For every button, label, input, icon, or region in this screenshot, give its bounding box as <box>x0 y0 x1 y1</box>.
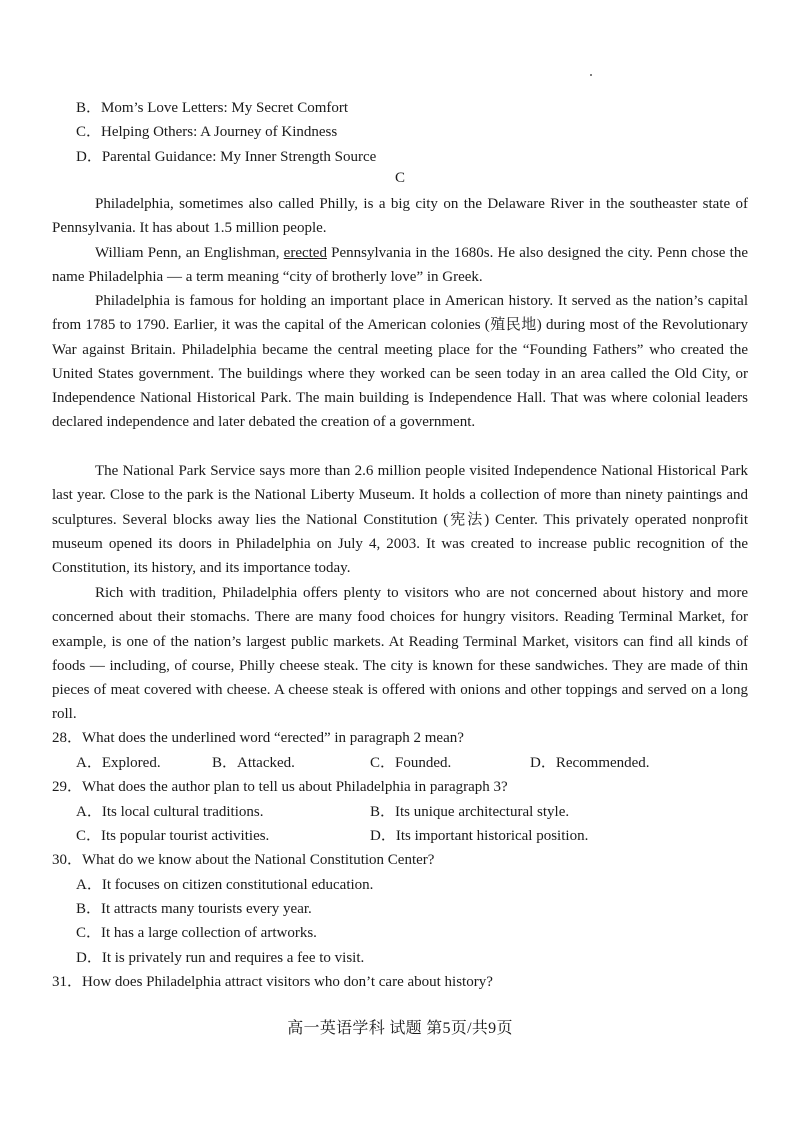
paragraph-3-text: Philadelphia is famous for holding an important place in American history. It served as the nation’s capital from 1785 to 1790. Earlier, it was the capital of the American colonies (殖民地) during most of the Revolutionary War against Britain. Philadelphia became the central meeting place for the “Founding Fathers” who created the United States government. The buildings where they worked can be seen today in an area called the Old City, or Independence National Historical Park. The main building is Independence Hall. That was where colonial leaders declared independence and later debated the creation of a government. <box>52 293 748 431</box>
question-29-option-a[interactable]: A．Its local cultural traditions. <box>76 804 264 820</box>
question-28-option-c[interactable]: C．Founded. <box>370 755 452 771</box>
paragraph-2 <box>52 241 748 290</box>
paragraph-4 <box>52 459 748 580</box>
paragraph-1-text: Philadelphia, sometimes also called Philly, is a big city on the Delaware River in the southeaster state of Pennsylvania. It has about 1.5 million people. <box>52 196 748 237</box>
paragraph-5 <box>52 581 748 727</box>
section-letter: C <box>394 170 405 186</box>
question-28-stem: 28．What does the underlined word “erected” in paragraph 2 mean? <box>52 730 464 746</box>
question-29-stem: 29．What does the author plan to tell us about Philadelphia in paragraph 3? <box>52 779 508 795</box>
paragraph-4-text: The National Park Service says more than 2.6 million people visited Independence National Historical Park last year. Close to the park is the National Liberty Museum. It holds a collection of more than ninety paintings and sculptures. Several blocks away lies the National Constitution (宪法) Center. This privately operated nonprofit museum opened its doors in Philadelphia on July 4, 2003. It was created to increase public recognition of the Constitution, its history, and its importance today. <box>52 463 748 577</box>
question-28-option-b[interactable]: B．Attacked. <box>212 755 295 771</box>
paragraph-1 <box>52 192 748 241</box>
previous-option-d: D．Parental Guidance: My Inner Strength Source <box>76 149 377 165</box>
question-30-option-b[interactable]: B．It attracts many tourists every year. <box>76 901 312 917</box>
scan-dot <box>590 74 592 76</box>
question-29-option-c[interactable]: C．Its popular tourist activities. <box>76 828 270 844</box>
previous-option-b: B．Mom’s Love Letters: My Secret Comfort <box>76 100 349 116</box>
paragraph-3 <box>52 289 748 435</box>
paragraph-2-text-before: William Penn, an Englishman, <box>95 245 284 261</box>
question-30-option-d[interactable]: D．It is privately run and requires a fee to visit. <box>76 950 365 966</box>
question-29-option-d[interactable]: D．Its important historical position. <box>370 828 589 844</box>
paragraph-5-text: Rich with tradition, Philadelphia offers plenty to visitors who are not concerned about history and more concerned about their stomachs. There are many food choices for hungry visitors. Reading Terminal Market, for example, is one of the nation’s largest public markets. At Reading Terminal Market, visitors can find all kinds of foods — including, of course, Philly cheese steak. The city is known for these sandwiches. They are made of thin pieces of meat covered with cheese. A cheese steak is offered with onions and other toppings and served on a long roll. <box>52 585 748 723</box>
paragraph-2-text-after: Pennsylvania in the 1680s. He also designed the city. Penn chose the name Philadelphia — a term meaning “city of brotherly love” in Greek. <box>52 245 748 286</box>
question-30-option-c[interactable]: C．It has a large collection of artworks. <box>76 925 317 941</box>
question-30-stem: 30．What do we know about the National Constitution Center? <box>52 852 435 868</box>
question-29-option-b[interactable]: B．Its unique architectural style. <box>370 804 570 820</box>
question-28-option-d[interactable]: D．Recommended. <box>530 755 650 771</box>
question-31-stem: 31．How does Philadelphia attract visitors who don’t care about history? <box>52 974 493 990</box>
previous-option-c: C．Helping Others: A Journey of Kindness <box>76 124 338 140</box>
question-28-option-a[interactable]: A．Explored. <box>76 755 161 771</box>
underlined-word-erected: erected <box>283 245 327 261</box>
question-30-option-a[interactable]: A．It focuses on citizen constitutional education. <box>76 877 374 893</box>
page-footer: 高一英语学科 试题 第5页/共9页 <box>287 1020 513 1037</box>
